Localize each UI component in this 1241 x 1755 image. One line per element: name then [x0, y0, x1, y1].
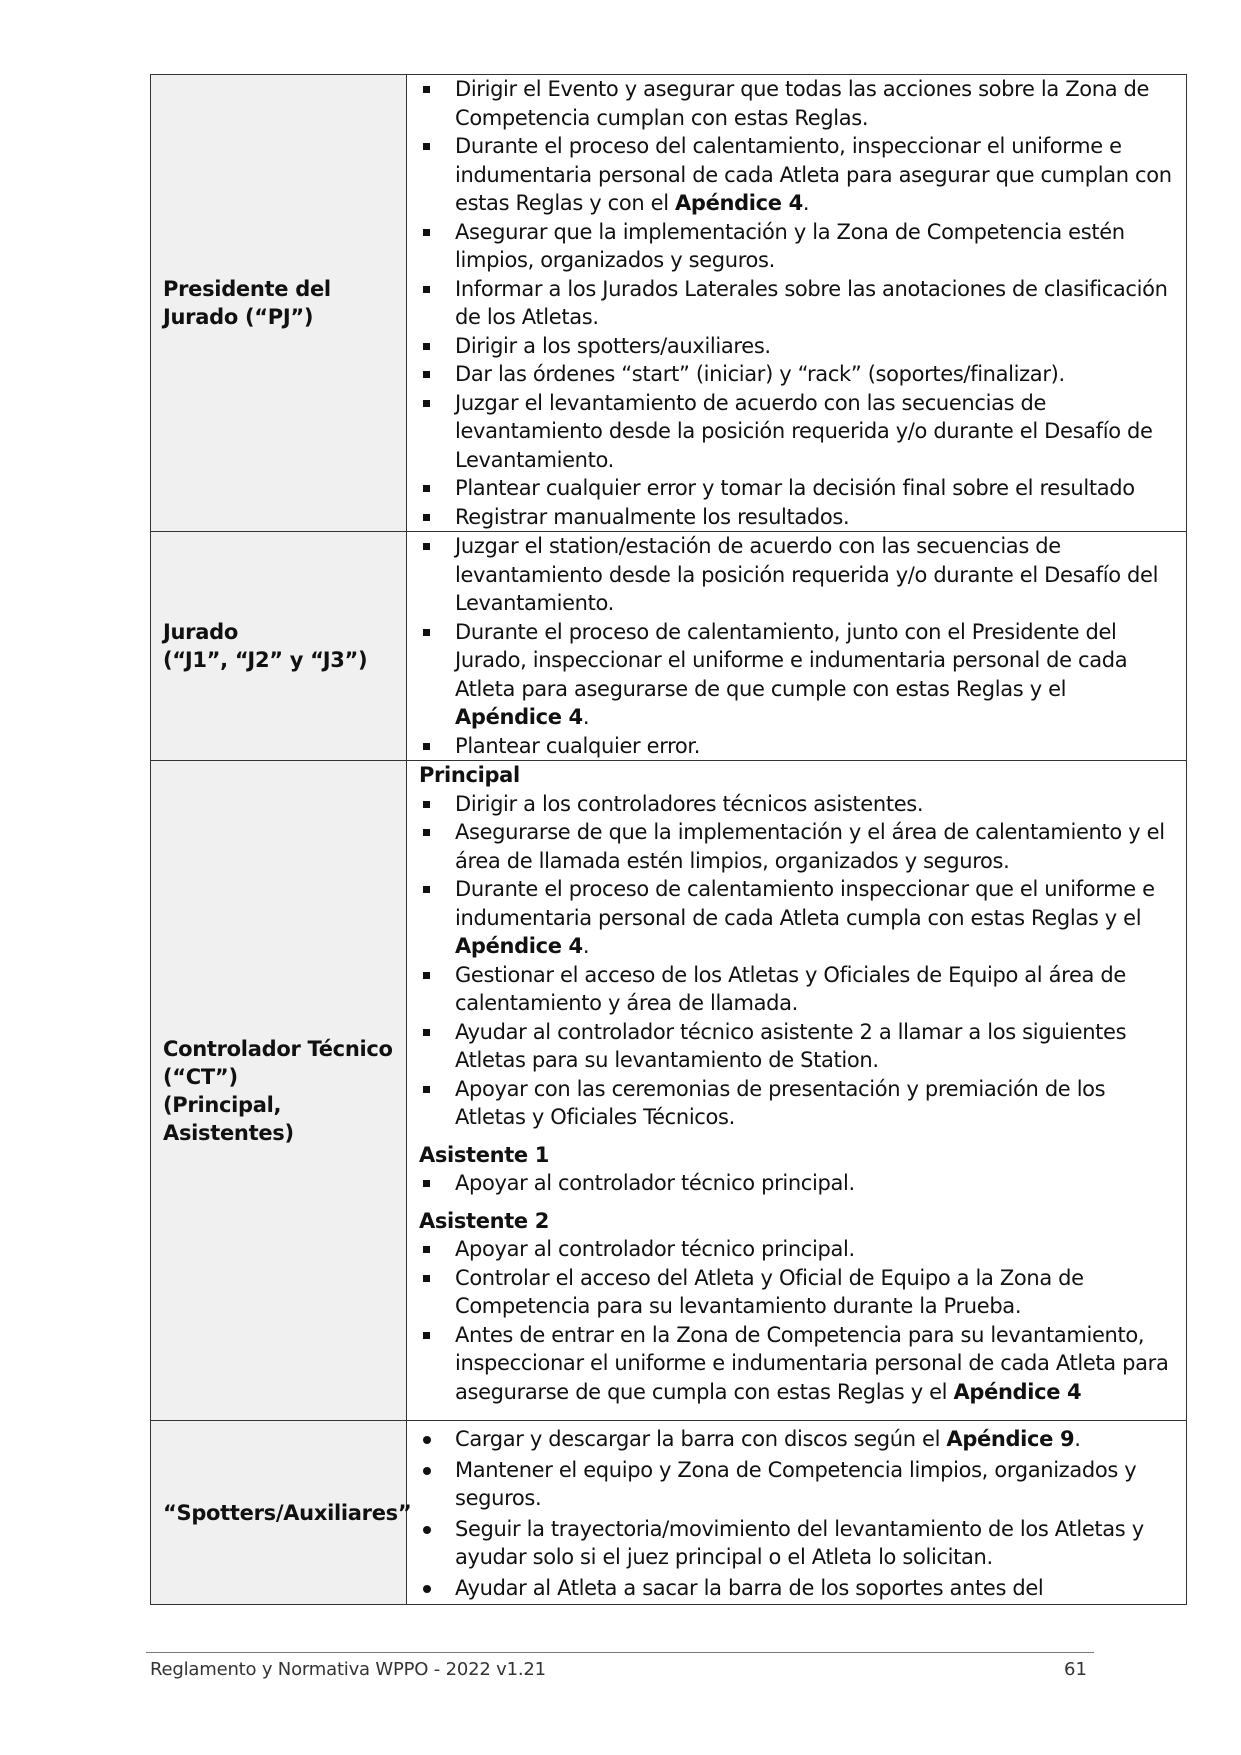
list-item: Plantear cualquier error y tomar la decisión final sobre el resultado	[455, 476, 1135, 500]
role-cell	[151, 532, 407, 761]
list-item: Asegurarse de que la implementación y el área de calentamiento y el área de llamada estén limpios, organizados y seguros.	[455, 820, 1165, 873]
duties-cell	[407, 761, 1187, 1421]
list-item: Registrar manualmente los resultados.	[455, 504, 850, 529]
table-row	[151, 761, 1187, 1421]
list-item: Juzgar el levantamiento de acuerdo con las secuencias de levantamiento desde la posición requerida y/o durante el Desafío de Levantamiento.	[455, 390, 1153, 472]
page-number: 61	[1064, 1659, 1087, 1680]
role-label: Jurado (“PJ”)	[163, 305, 314, 329]
role-label: (“CT”)	[163, 1064, 238, 1089]
role-cell	[151, 1421, 412, 1605]
list-item: Ayudar al Atleta a sacar la barra de los soportes antes del	[455, 1575, 1044, 1600]
duties-list	[419, 1235, 1176, 1406]
list-item: Asegurar que la implementación y la Zona de Competencia estén limpios, organizados y seguros.	[455, 219, 1125, 272]
role-label: Jurado	[163, 620, 238, 644]
list-item: Ayudar al controlador técnico asistente 2 a llamar a los siguientes Atletas para su levantamiento de Station.	[455, 1019, 1127, 1072]
list-item: Dirigir a los spotters/auxiliares.	[455, 333, 771, 358]
role-cell	[151, 75, 407, 532]
list-item: Juzgar el station/estación de acuerdo con las secuencias de levantamiento desde la posición requerida y/o durante el Desafío del Levantamiento.	[455, 534, 1159, 615]
list-item: Informar a los Jurados Laterales sobre las anotaciones de clasificación de los Atletas.	[455, 276, 1168, 329]
list-item: Durante el proceso del calentamiento, inspeccionar el uniforme e indumentaria personal de cada Atleta para asegurar que cumplan con estas Reglas y con el Apéndice 4.	[455, 134, 1172, 215]
duties-list	[419, 75, 1176, 531]
duties-list	[419, 790, 1176, 1132]
duties-cell	[407, 1421, 1187, 1605]
list-item: Gestionar el acceso de los Atletas y Oficiales de Equipo al área de calentamiento y área de llamada.	[455, 962, 1126, 1015]
list-item: Apoyar al controlador técnico principal.	[455, 1237, 855, 1261]
list-item: Cargar y descargar la barra con discos según el Apéndice 9.	[455, 1427, 1081, 1451]
role-label: “Spotters/Auxiliares”	[163, 1500, 412, 1525]
list-item: Dar las órdenes “start” (iniciar) y “rack” (soportes/finalizar).	[455, 362, 1065, 386]
officials-duties-table	[150, 74, 1187, 1605]
footer-divider	[146, 1652, 1094, 1653]
role-label: (“J1”, “J2” y “J3”)	[163, 648, 368, 672]
list-item: Mantener el equipo y Zona de Competencia limpios, organizados y seguros.	[455, 1457, 1137, 1510]
table-row	[151, 1421, 1187, 1605]
duties-cell	[407, 75, 1187, 532]
list-item: Plantear cualquier error.	[455, 733, 701, 758]
role-label: Asistentes)	[163, 1120, 294, 1145]
section-heading: Asistente 2	[419, 1208, 550, 1233]
list-item: Controlar el acceso del Atleta y Oficial de Equipo a la Zona de Competencia para su levantamiento durante la Prueba.	[455, 1265, 1084, 1318]
role-label: Controlador Técnico	[163, 1036, 393, 1061]
list-item: Apoyar al controlador técnico principal.	[455, 1171, 855, 1195]
table-row	[151, 532, 1187, 761]
footer-document-title: Reglamento y Normativa WPPO - 2022 v1.21	[150, 1659, 546, 1680]
list-item: Dirigir a los controladores técnicos asistentes.	[455, 791, 924, 816]
role-cell	[151, 761, 407, 1421]
duties-list	[419, 532, 1176, 760]
list-item: Durante el proceso de calentamiento, junto con el Presidente del Jurado, inspeccionar el uniforme e indumentaria personal de cada Atleta para asegurarse de que cumple con estas Reglas y el Apéndice 4.	[455, 619, 1128, 729]
duties-cell	[407, 532, 1187, 761]
role-label: Presidente del	[163, 277, 331, 301]
duties-list	[419, 1425, 1176, 1602]
list-item: Antes de entrar en la Zona de Competencia para su levantamiento, inspeccionar el uniforme e indumentaria personal de cada Atleta para asegurarse de que cumpla con estas Reglas y el Apéndice 4	[455, 1322, 1169, 1404]
list-item: Seguir la trayectoria/movimiento del levantamiento de los Atletas y ayudar solo si el juez principal o el Atleta lo solicitan.	[455, 1516, 1144, 1569]
section-heading: Asistente 1	[419, 1142, 550, 1167]
section-heading: Principal	[419, 763, 520, 787]
list-item: Apoyar con las ceremonias de presentación y premiación de los Atletas y Oficiales Técnicos.	[455, 1076, 1106, 1129]
table-row	[151, 75, 1187, 532]
list-item: Dirigir el Evento y asegurar que todas las acciones sobre la Zona de Competencia cumplan con estas Reglas.	[455, 77, 1150, 130]
list-item: Durante el proceso de calentamiento inspeccionar que el uniforme e indumentaria personal de cada Atleta cumpla con estas Reglas y el Apéndice 4.	[455, 877, 1155, 958]
duties-list	[419, 1169, 1176, 1198]
role-label: (Principal,	[163, 1092, 282, 1117]
